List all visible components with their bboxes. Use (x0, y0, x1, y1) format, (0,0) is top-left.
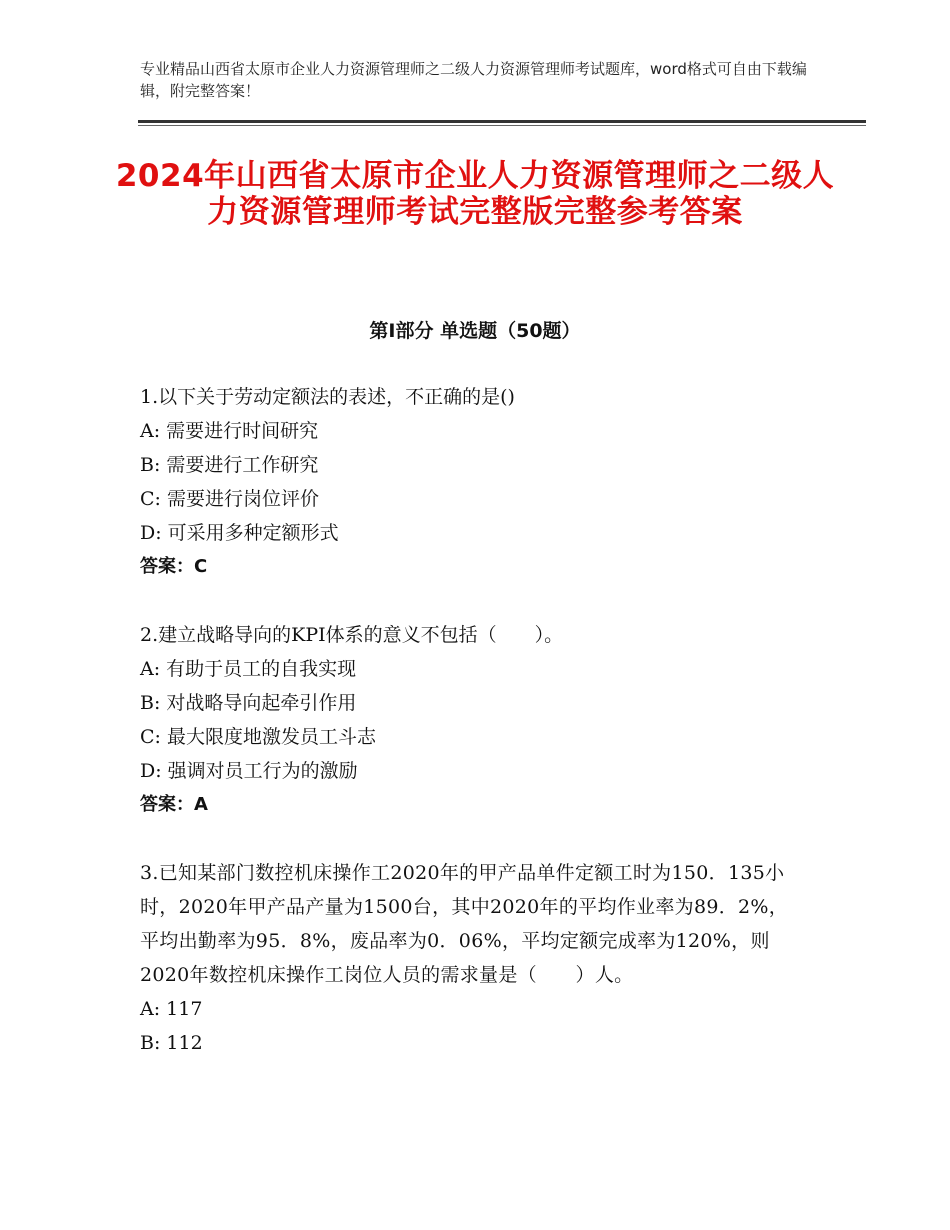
header-divider-thick (138, 120, 866, 123)
option-a: A: 需要进行时间研究 (140, 420, 319, 442)
header-divider-thin (138, 125, 866, 126)
section-heading: 第Ⅰ部分 单选题（50题） (369, 320, 581, 342)
question-stem: 3.已知某部门数控机床操作工2020年的甲产品单件定额工时为150．135小时，2020年甲产品产量为1500台，其中2020年的平均作业率为89．2%，平均出勤率为95．8%，废品率为0．06%，平均定额完成率为120%，则2020年数控机床操作工岗位人员的需求量是（ ）人。 (140, 862, 789, 986)
question-3 (140, 856, 800, 1060)
option-b: B: 对战略导向起牵引作用 (140, 692, 357, 714)
question-1 (140, 380, 820, 584)
document-title: 2024年山西省太原市企业人力资源管理师之二级人力资源管理师考试完整版完整参考答案 (115, 158, 835, 230)
option-c: C: 最大限度地激发员工斗志 (140, 726, 376, 748)
option-a: A: 有助于员工的自我实现 (140, 658, 357, 680)
question-2 (140, 618, 820, 822)
option-a: A: 117 (140, 998, 203, 1020)
question-stem: 2.建立战略导向的KPI体系的意义不包括（ ）。 (140, 624, 564, 646)
answer: 答案：A (140, 794, 208, 815)
option-d: D: 强调对员工行为的激励 (140, 760, 358, 782)
question-stem: 1.以下关于劳动定额法的表述，不正确的是() (140, 386, 515, 408)
option-b: B: 112 (140, 1032, 203, 1054)
answer: 答案：C (140, 556, 208, 577)
header-note: 专业精品山西省太原市企业人力资源管理师之二级人力资源管理师考试题库，word格式可自由下载编辑，附完整答案！ (140, 60, 807, 100)
option-c: C: 需要进行岗位评价 (140, 488, 319, 510)
option-b: B: 需要进行工作研究 (140, 454, 319, 476)
option-d: D: 可采用多种定额形式 (140, 522, 339, 544)
